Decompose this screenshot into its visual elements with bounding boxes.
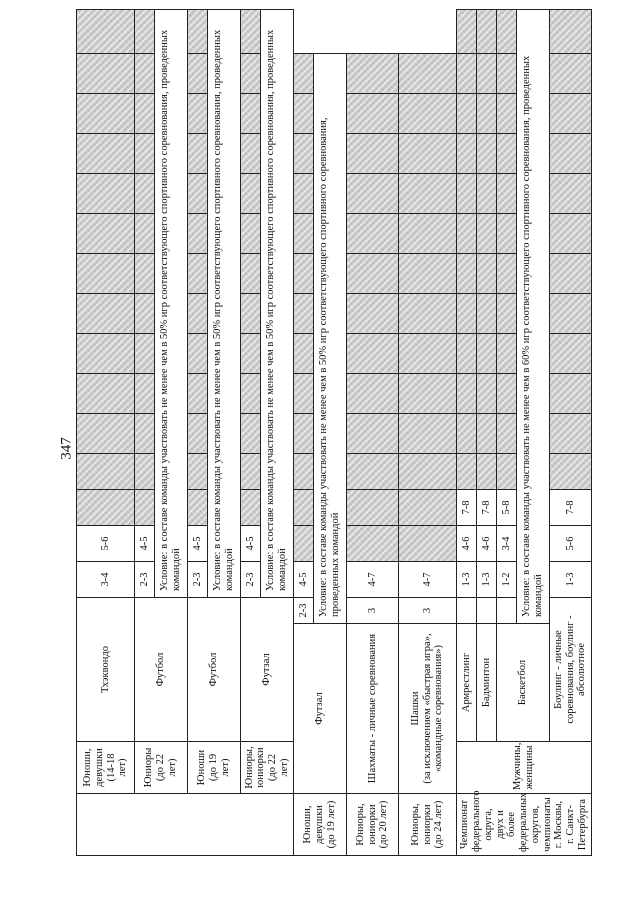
age-cell: Юниоры, юниорки (до 24 лет)	[399, 794, 457, 856]
shaded-cell	[188, 254, 208, 294]
shaded-cell	[457, 374, 477, 414]
shaded-cell	[241, 490, 261, 526]
shaded-cell	[77, 454, 135, 490]
value-cell: 2-3	[241, 562, 261, 598]
shaded-cell	[135, 94, 155, 134]
shaded-cell	[457, 94, 477, 134]
shaded-cell	[135, 294, 155, 334]
sport-cell: Футзал	[294, 624, 347, 794]
shaded-cell	[77, 414, 135, 454]
shaded-cell	[77, 94, 135, 134]
table-row	[135, 10, 155, 856]
condition-note: Условие: в составе команды участвовать не менее чем в 50% игр соответствующего спортивного соревнования, проведенных командой	[208, 10, 241, 598]
value-cell: 4-7	[347, 562, 399, 598]
shaded-cell	[550, 174, 592, 214]
table-row	[241, 10, 261, 856]
page-number: 347	[58, 437, 75, 460]
shaded-cell	[347, 414, 399, 454]
shaded-cell	[241, 254, 261, 294]
shaded-cell	[294, 414, 314, 454]
shaded-cell	[77, 54, 135, 94]
shaded-cell	[477, 94, 497, 134]
shaded-cell	[457, 134, 477, 174]
shaded-cell	[135, 54, 155, 94]
condition-note: Условие: в составе команды участвовать не менее чем в 50% игр соответствующего спортивного соревнования, проведенных командой	[155, 10, 188, 598]
shaded-cell	[550, 214, 592, 254]
empty-cell	[497, 598, 517, 624]
age-cell: Юноши (до 19 лет)	[188, 742, 241, 794]
shaded-cell	[294, 254, 314, 294]
shaded-cell	[399, 94, 457, 134]
shaded-cell	[135, 490, 155, 526]
shaded-cell	[77, 374, 135, 414]
sport-cell: Тхэквондо	[77, 598, 135, 742]
sport-cell: Футбол	[188, 598, 241, 742]
age-cell: Юноши, девушки (14-18 лет)	[77, 742, 135, 794]
value-cell: 2-3	[294, 598, 314, 624]
shaded-cell	[347, 334, 399, 374]
value-cell: 5-8	[497, 490, 517, 526]
shaded-cell	[188, 374, 208, 414]
shaded-cell	[550, 54, 592, 94]
shaded-cell	[347, 54, 399, 94]
shaded-cell	[457, 54, 477, 94]
sport-note: (за исключением «быстрая игра», «командные соревнования»)	[421, 633, 445, 784]
shaded-cell	[294, 214, 314, 254]
shaded-cell	[294, 334, 314, 374]
table-row	[347, 10, 399, 856]
shaded-cell	[77, 294, 135, 334]
shaded-cell	[477, 334, 497, 374]
shaded-cell	[188, 454, 208, 490]
shaded-cell	[188, 414, 208, 454]
condition-note: Условие: в составе команды участвовать не менее чем в 50% игр соответствующего спортивного соревнования, проведенных командой	[314, 54, 347, 624]
value-cell: 4-5	[188, 526, 208, 562]
shaded-cell	[399, 254, 457, 294]
shaded-cell	[135, 10, 155, 54]
shaded-cell	[497, 94, 517, 134]
shaded-cell	[477, 174, 497, 214]
shaded-cell	[550, 10, 592, 54]
shaded-cell	[399, 526, 457, 562]
sport-cell: Бадминтон	[477, 624, 497, 742]
shaded-cell	[135, 174, 155, 214]
shaded-cell	[188, 214, 208, 254]
shaded-cell	[497, 54, 517, 94]
table-row	[457, 10, 477, 856]
shaded-cell	[135, 134, 155, 174]
empty-cell	[457, 598, 477, 624]
value-cell: 1-3	[457, 562, 477, 598]
shaded-cell	[399, 134, 457, 174]
shaded-cell	[347, 374, 399, 414]
shaded-cell	[294, 454, 314, 490]
value-cell: 7-8	[457, 490, 477, 526]
shaded-cell	[135, 414, 155, 454]
shaded-cell	[347, 294, 399, 334]
sport-cell: Армрестлинг	[457, 624, 477, 742]
org-cell: Чемпионат федерального округа, двух и более федеральных округов, чемпионаты г. Москвы, г. Санкт-Петербурга	[457, 794, 592, 856]
shaded-cell	[135, 214, 155, 254]
shaded-cell	[188, 10, 208, 54]
value-cell: 1-3	[550, 562, 592, 598]
age-cell: Юниоры, юниорки (до 20 лет)	[347, 794, 399, 856]
shaded-cell	[497, 454, 517, 490]
shaded-cell	[399, 490, 457, 526]
shaded-cell	[347, 134, 399, 174]
sport-cell	[399, 624, 457, 794]
shaded-cell	[188, 334, 208, 374]
value-cell: 3-4	[497, 526, 517, 562]
shaded-cell	[347, 526, 399, 562]
shaded-cell	[477, 54, 497, 94]
shaded-cell	[188, 490, 208, 526]
shaded-cell	[294, 94, 314, 134]
shaded-cell	[477, 214, 497, 254]
shaded-cell	[347, 254, 399, 294]
shaded-cell	[294, 174, 314, 214]
value-cell: 4-7	[399, 562, 457, 598]
shaded-cell	[497, 294, 517, 334]
shaded-cell	[77, 490, 135, 526]
shaded-cell	[347, 490, 399, 526]
age-cell: Юниоры, юниорки (до 22 лет)	[241, 742, 294, 794]
shaded-cell	[477, 10, 497, 54]
shaded-cell	[457, 254, 477, 294]
shaded-cell	[241, 414, 261, 454]
shaded-cell	[241, 54, 261, 94]
empty-cell	[477, 598, 497, 624]
table-row	[399, 10, 457, 856]
shaded-cell	[241, 294, 261, 334]
shaded-cell	[457, 334, 477, 374]
age-cell: Юноши, девушки (до 19 лет)	[294, 794, 347, 856]
shaded-cell	[188, 134, 208, 174]
value-cell: 4-6	[457, 526, 477, 562]
shaded-cell	[457, 294, 477, 334]
shaded-cell	[477, 134, 497, 174]
sports-table	[76, 9, 592, 856]
shaded-cell	[457, 174, 477, 214]
sport-cell: Боулинг - личные соревнования, боулинг - абсолютное	[550, 598, 592, 742]
value-cell: 1-2	[497, 562, 517, 598]
shaded-cell	[241, 134, 261, 174]
sport-cell: Футбол	[135, 598, 188, 742]
shaded-cell	[347, 94, 399, 134]
shaded-cell	[135, 454, 155, 490]
shaded-cell	[550, 254, 592, 294]
value-cell: 3	[399, 598, 457, 624]
table-row	[77, 10, 135, 856]
shaded-cell	[550, 294, 592, 334]
value-cell: 2-3	[135, 562, 155, 598]
shaded-cell	[241, 454, 261, 490]
shaded-cell	[294, 374, 314, 414]
value-cell: 4-5	[294, 562, 314, 598]
value-cell: 7-8	[550, 490, 592, 526]
value-cell: 7-8	[477, 490, 497, 526]
shaded-cell	[399, 454, 457, 490]
shaded-cell	[77, 10, 135, 54]
shaded-cell	[77, 254, 135, 294]
shaded-cell	[477, 294, 497, 334]
shaded-cell	[294, 490, 314, 526]
shaded-cell	[497, 214, 517, 254]
shaded-cell	[399, 174, 457, 214]
shaded-cell	[477, 454, 497, 490]
value-cell: 2-3	[188, 562, 208, 598]
table-row	[294, 10, 314, 856]
shaded-cell	[457, 10, 477, 54]
shaded-cell	[347, 454, 399, 490]
value-cell: 3	[347, 598, 399, 624]
shaded-cell	[399, 214, 457, 254]
value-cell: 4-5	[135, 526, 155, 562]
shaded-cell	[188, 54, 208, 94]
shaded-cell	[399, 294, 457, 334]
shaded-cell	[294, 526, 314, 562]
shaded-cell	[497, 174, 517, 214]
shaded-cell	[457, 414, 477, 454]
table-row	[477, 10, 497, 856]
shaded-cell	[241, 374, 261, 414]
sport-cell: Шахматы - личные соревнования	[347, 624, 399, 794]
shaded-cell	[550, 94, 592, 134]
shaded-cell	[77, 334, 135, 374]
shaded-cell	[294, 294, 314, 334]
shaded-cell	[241, 10, 261, 54]
shaded-cell	[241, 94, 261, 134]
shaded-cell	[241, 174, 261, 214]
shaded-cell	[477, 374, 497, 414]
shaded-cell	[188, 294, 208, 334]
table-row	[497, 10, 517, 856]
shaded-cell	[135, 334, 155, 374]
shaded-cell	[135, 374, 155, 414]
shaded-cell	[188, 174, 208, 214]
shaded-cell	[294, 54, 314, 94]
value-cell: 4-6	[477, 526, 497, 562]
org-empty-cell	[77, 794, 294, 856]
table-row	[188, 10, 208, 856]
shaded-cell	[477, 254, 497, 294]
age-cell: Юниоры (до 22 лет)	[135, 742, 188, 794]
shaded-cell	[77, 134, 135, 174]
shaded-cell	[550, 374, 592, 414]
shaded-cell	[477, 414, 497, 454]
value-cell: 1-3	[477, 562, 497, 598]
shaded-cell	[347, 174, 399, 214]
condition-note: Условие: в составе команды участвовать не менее чем в 60% игр соответствующего спортивного соревнования, проведенных командой	[517, 10, 550, 624]
shaded-cell	[135, 254, 155, 294]
shaded-cell	[550, 414, 592, 454]
shaded-cell	[497, 374, 517, 414]
shaded-cell	[77, 214, 135, 254]
value-cell: 3-4	[77, 562, 135, 598]
table-row	[550, 10, 592, 856]
shaded-cell	[399, 414, 457, 454]
shaded-cell	[399, 374, 457, 414]
sport-cell: Футзал	[241, 598, 294, 742]
age-cell: Мужчины, женщины	[457, 742, 592, 794]
value-cell: 4-5	[241, 526, 261, 562]
condition-note: Условие: в составе команды участвовать не менее чем в 50% игр соответствующего спортивного соревнования, проведенных командой	[261, 10, 294, 598]
shaded-cell	[347, 214, 399, 254]
shaded-cell	[399, 54, 457, 94]
value-cell: 5-6	[77, 526, 135, 562]
shaded-cell	[294, 134, 314, 174]
shaded-cell	[497, 414, 517, 454]
value-cell: 5-6	[550, 526, 592, 562]
shaded-cell	[497, 134, 517, 174]
sport-cell: Баскетбол	[497, 624, 550, 742]
shaded-cell	[457, 454, 477, 490]
shaded-cell	[550, 454, 592, 490]
shaded-cell	[241, 334, 261, 374]
shaded-cell	[399, 334, 457, 374]
shaded-cell	[188, 94, 208, 134]
shaded-cell	[550, 134, 592, 174]
shaded-cell	[241, 214, 261, 254]
shaded-cell	[77, 174, 135, 214]
shaded-cell	[497, 254, 517, 294]
shaded-cell	[457, 214, 477, 254]
shaded-cell	[550, 334, 592, 374]
shaded-cell	[497, 10, 517, 54]
shaded-cell	[497, 334, 517, 374]
sport-name: Шашки	[409, 691, 421, 726]
